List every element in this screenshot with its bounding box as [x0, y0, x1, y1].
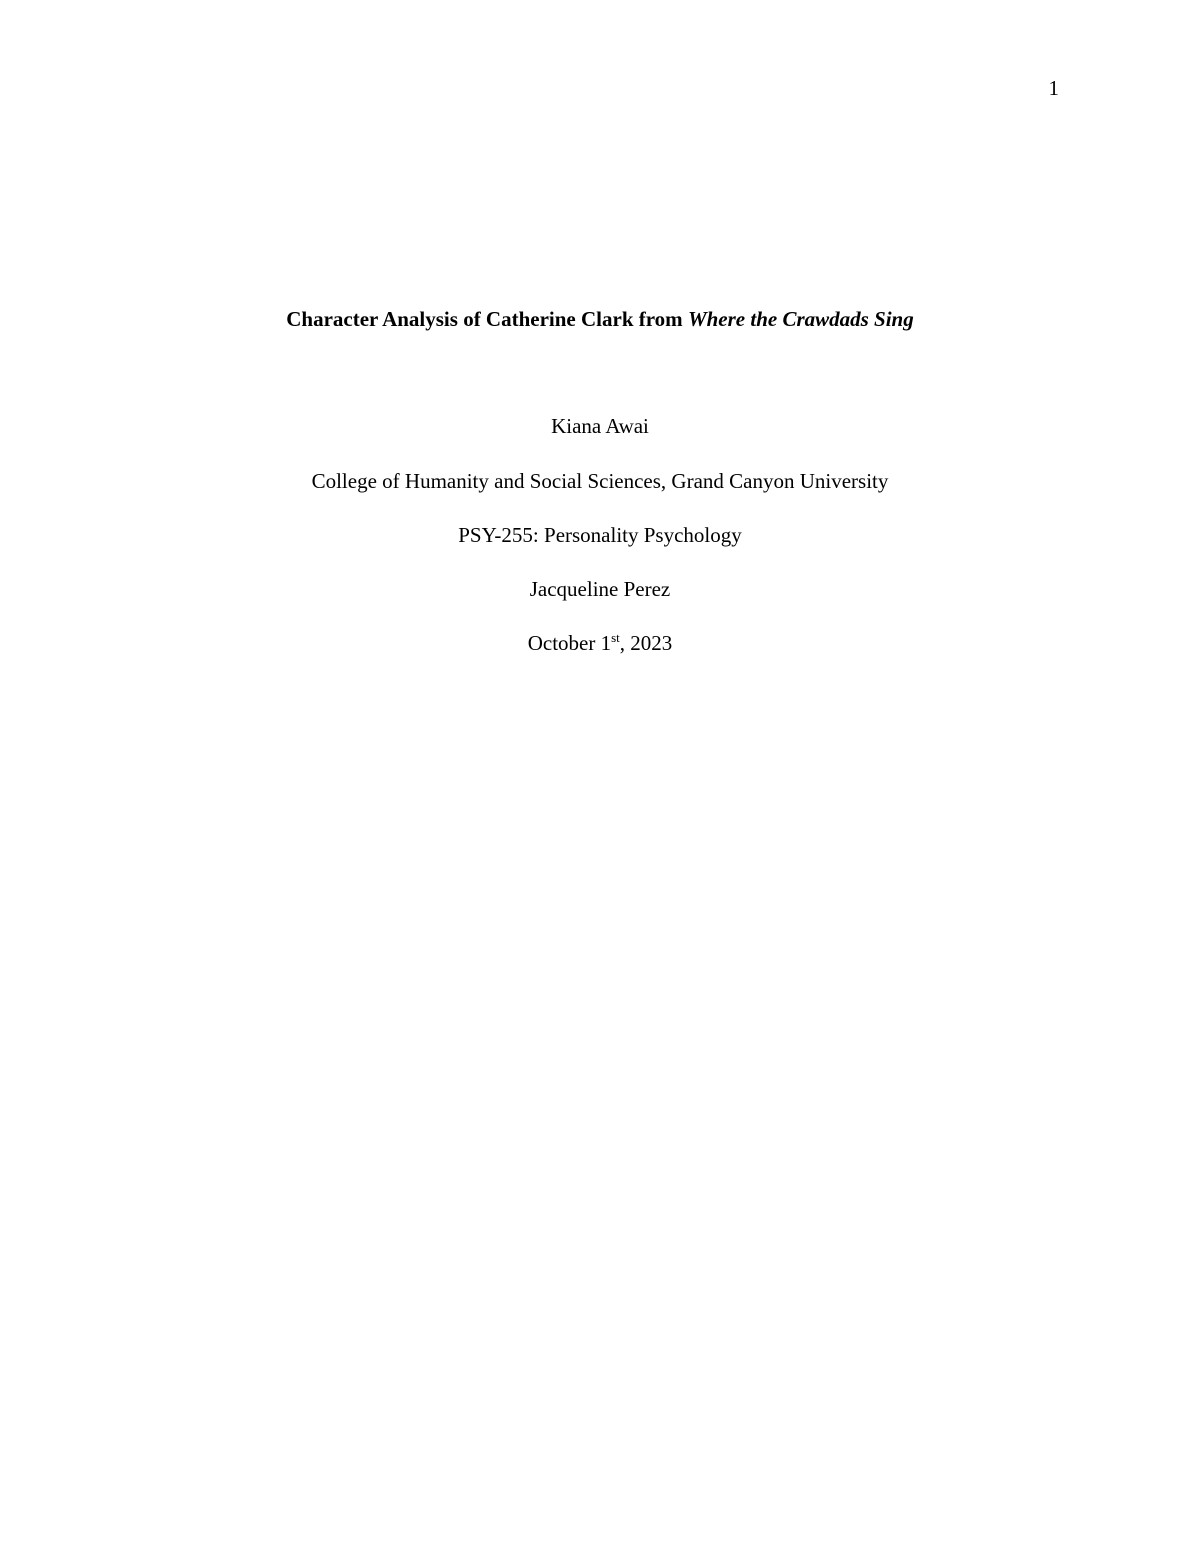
title-book-name: Where the Crawdads Sing: [687, 307, 914, 331]
course-name: PSY-255: Personality Psychology: [458, 523, 742, 547]
date-year: , 2023: [619, 631, 673, 655]
date-ordinal-suffix: st: [611, 630, 620, 645]
title-text: Character Analysis of Catherine Clark from: [286, 307, 688, 331]
instructor-name: Jacqueline Perez: [529, 577, 671, 601]
paper-title: [0, 304, 1200, 334]
author-affiliation: College of Humanity and Social Sciences, Grand Canyon University: [311, 469, 889, 493]
date-month-day: October 1: [527, 631, 612, 655]
author-name: Kiana Awai: [551, 414, 649, 438]
page-number: 1: [1048, 76, 1059, 100]
submission-date: [0, 628, 1200, 658]
